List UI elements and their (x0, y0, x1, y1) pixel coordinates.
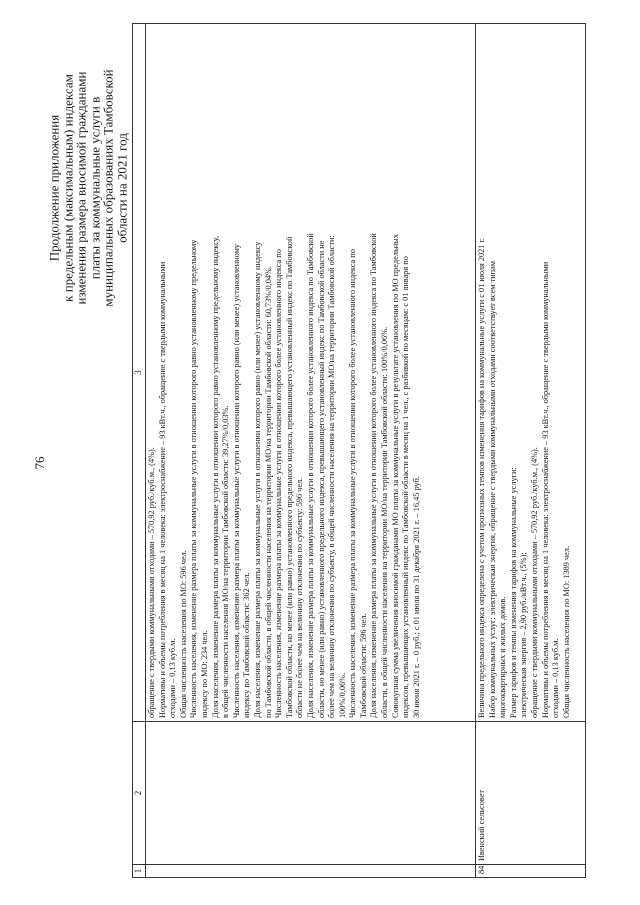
heading-line: платы за коммунальные услуги в (87, 96, 102, 280)
row-number-cell (146, 865, 476, 878)
heading-line: изменения размера вносимой гражданами (73, 71, 89, 305)
header-cell-3: 3 (133, 24, 146, 722)
text-line: Тамбовской области, но менее (или равно) установленного предельного индекса, превышающего установленный индекс по Тамбовской (284, 236, 294, 718)
text-line: Доля населения, изменение размера платы за коммунальные услуги в отношении которого равно (или менее) установленному индексу (252, 241, 262, 718)
heading-line: муниципальных образованиях Тамбовской (100, 69, 116, 307)
text-line: Нормативы и объемы потребления в месяц на 1 человека: электроснабжение – 93 кВт.ч., обращение с твердыми коммунальными (157, 261, 167, 718)
text-line: отходами – 0,13 куб.м. (168, 638, 178, 718)
text-line: Численность населения, изменение размера платы за коммунальные услуги в отношении которого более установленного индекса по (274, 249, 284, 718)
description-cell (476, 24, 586, 722)
text-line: по Тамбовской области, в общей численности населения на территории МО/на территории Тамбовской области: 60,73%/0,04%. (263, 265, 273, 718)
text-line: Совокупная сумма увеличения вносимой гражданами МО платы за коммунальные услуги в результате установления по МО предельных (390, 234, 400, 718)
text-line: Тамбовской области: 596 чел. (358, 613, 368, 718)
text-line: отходами – 0,13 куб.м. (551, 638, 561, 718)
page-number: 76 (32, 456, 47, 470)
municipality-cell: Ивенский сельсовет (476, 722, 586, 865)
text-line: области, но менее (или равно) установленного предельного индекса, превышающего установленный индекс по Тамбовской области не (316, 240, 326, 718)
rotated-table-container (132, 23, 592, 878)
text-line: многоквартирных и жилых домов. (498, 596, 508, 718)
text-line: индексу по Тамбовской области: 362 чел. (242, 572, 252, 718)
text-line: Нормативы и объемы потребления в месяц на 1 человека: электроснабжение – 93 кВт.ч., обращение с твердыми коммунальными (540, 261, 550, 718)
indices-table (132, 23, 586, 878)
text-line: Величина предельного индекса определена с учетом прогнозных темпов изменения тарифов на коммунальные услуги с 01 июля 2021 г. (477, 237, 486, 718)
text-line: Доля населения, изменение размера платы за коммунальные услуги в отношении которого более установленного индекса по Тамбовской (369, 233, 379, 718)
text-line: 100%/0,06%. (337, 672, 347, 718)
text-line: Общая численность населения по МО: 1389 чел. (561, 545, 571, 718)
text-line: индексу по МО: 234 чел. (199, 630, 209, 718)
text-line: в общей численности населения МО/на территории Тамбовской области: 39,27%/0,03%. (221, 405, 231, 718)
text-line: Численность населения, изменение размера платы за коммунальные услуги в отношении которого равно установленному предельному (189, 239, 199, 718)
table-row (146, 24, 476, 878)
row-number-cell: 84 (476, 865, 586, 878)
text-line: индексов, превышающих установленный индекс по Тамбовской области в месяц на 1 чел., с разбивкой по месяцам: с 01 января по (401, 256, 411, 718)
text-line: Численность населения, изменение размера платы за коммунальные услуги в отношении которого равно (или менее) установленному (231, 244, 241, 718)
heading-line: области на 2021 год (114, 133, 129, 243)
text-line: области, в общей численности населения на территории МО/на территории Тамбовской области: 100%/0,06%. (380, 326, 390, 718)
heading-line: Продолжение приложения (46, 114, 62, 262)
text-line: Набор коммунальных услуг: электрическая энергия, обращение с твердыми коммунальными отходами соответствует всем типам (487, 260, 497, 718)
text-line: Общая численность населения по МО: 596 чел. (178, 550, 188, 718)
text-line: Размер тарифов и темпы изменения тарифов на коммунальные услуги: (508, 467, 518, 718)
header-cell-2: 2 (133, 722, 146, 865)
table-header-row (133, 24, 146, 878)
text-line: электрическая энергия – 2,90 руб./кВт.ч., (5%); (519, 552, 529, 718)
text-line: Доля населения, изменение размера платы за коммунальные услуги в отношении которого равно установленному предельному индексу, (210, 235, 220, 718)
text-line: 30 июня 2021 г. – 0 руб.; с 01 июля по 31 декабря 2021 г. – 16,45 руб. (411, 476, 421, 718)
text-line: более чем на величину отклонения по субъекту, в общей численности населения на территории МО/на территории Тамбовской области: (327, 235, 337, 718)
description-cell (146, 24, 476, 722)
appendix-heading (48, 38, 129, 338)
municipality-cell (146, 722, 476, 865)
table-row (476, 24, 586, 878)
heading-line: к предельным (максимальным) индексам (60, 74, 75, 302)
text-line: области не более чем на величину отклонения по субъекту: 596 чел. (295, 477, 305, 718)
text-line: Доля населения, изменение размера платы за коммунальные услуги в отношении которого более установленного индекса по Тамбовской (305, 233, 315, 718)
header-cell-1: 1 (133, 865, 146, 878)
text-line: Численность населения, изменение размера платы за коммунальные услуги в отношении которого более установленного индекса по (348, 249, 358, 718)
text-line: обращение с твердыми коммунальными отходами – 570,92 руб./куб.м., (4%). (147, 447, 156, 718)
text-line: обращение с твердыми коммунальными отходами – 570,92 руб./куб.м., (4%). (529, 447, 539, 718)
